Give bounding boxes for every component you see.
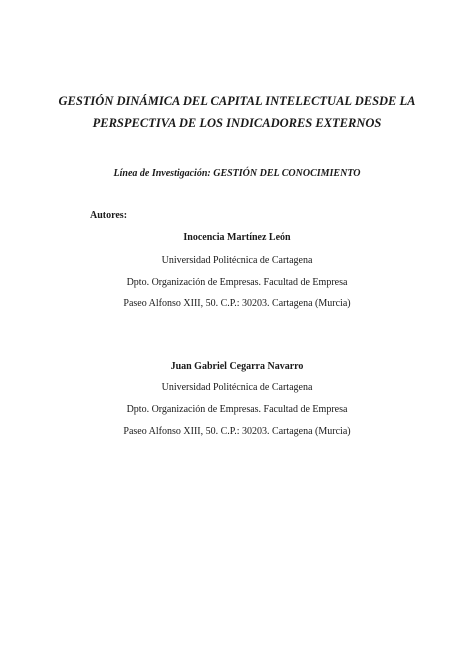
author-2-university: Universidad Politécnica de Cartagena (161, 382, 313, 393)
author-1-university: Universidad Politécnica de Cartagena (161, 255, 313, 266)
author-1-address: Paseo Alfonso XIII, 50. C.P.: 30203. Cartagena (Murcia) (123, 298, 351, 309)
author-1-name: Inocencia Martínez León (183, 232, 291, 243)
author-2-department: Dpto. Organización de Empresas. Facultad de Empresa (126, 404, 348, 415)
research-line: Línea de Investigación: GESTIÓN DEL CONOCIMIENTO (113, 168, 361, 179)
author-1-department: Dpto. Organización de Empresas. Facultad de Empresa (126, 277, 348, 288)
author-2-name: Juan Gabriel Cegarra Navarro (170, 361, 304, 372)
author-2-address: Paseo Alfonso XIII, 50. C.P.: 30203. Cartagena (Murcia) (123, 426, 351, 437)
title-line-2: PERSPECTIVA DE LOS INDICADORES EXTERNOS (92, 116, 382, 130)
title-line-1: GESTIÓN DINÁMICA DEL CAPITAL INTELECTUAL DESDE LA (58, 94, 416, 108)
authors-label: Autores: (90, 210, 128, 221)
document-title (0, 90, 474, 134)
